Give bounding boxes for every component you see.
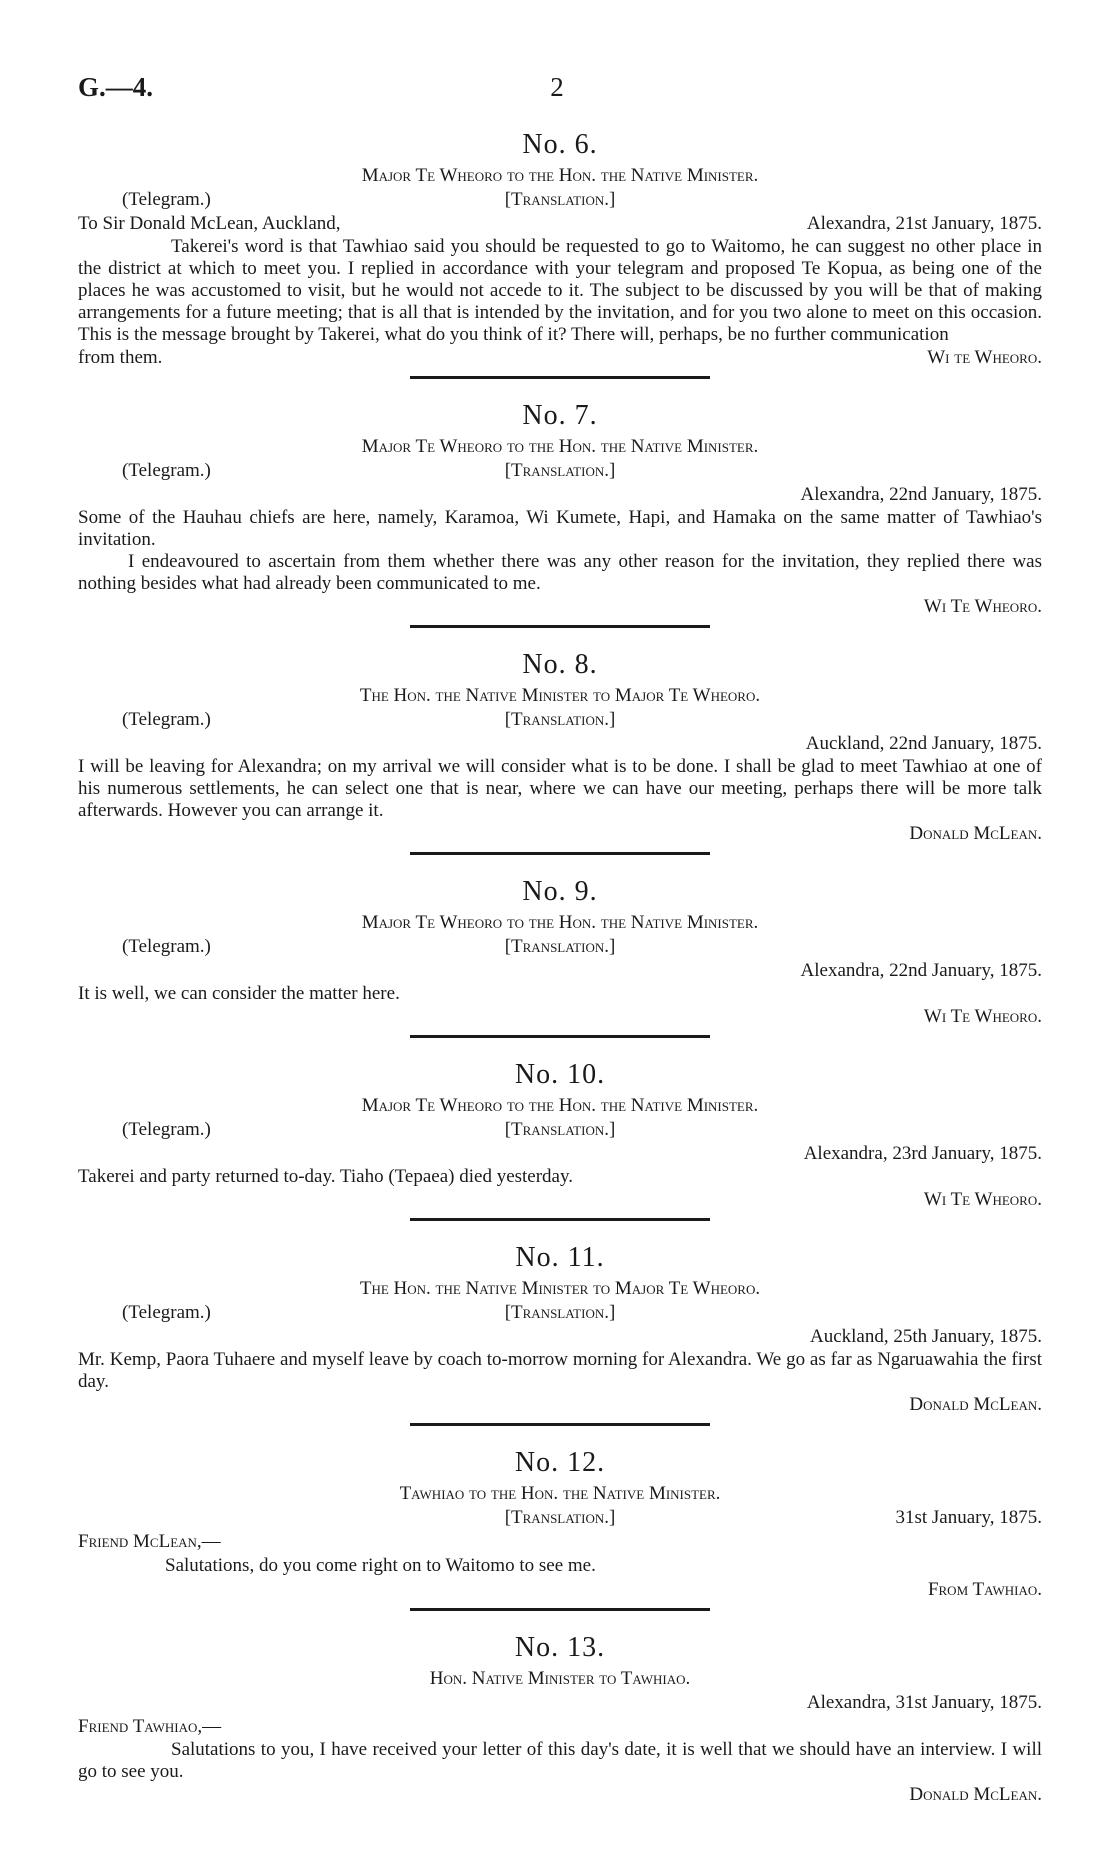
section-divider xyxy=(410,852,710,855)
section-no-12 xyxy=(78,1446,1042,1611)
signature: Wi Te Wheoro. xyxy=(923,596,1042,617)
section-divider xyxy=(410,1608,710,1611)
section-no-6 xyxy=(78,128,1042,379)
section-number: No. 11. xyxy=(515,1242,605,1273)
section-number: No. 10. xyxy=(514,1059,606,1090)
letter-body: Mr. Kemp, Paora Tuhaere and myself leave by coach to-morrow morning for Alexandra. We go as far as Ngaruawahia the first day. xyxy=(78,1349,1042,1392)
translation-label: [Translation.] xyxy=(504,1119,616,1140)
letter-body: It is well, we can consider the matter here. xyxy=(78,983,400,1004)
letter-body: Some of the Hauhau chiefs are here, namely, Karamoa, Wi Kumete, Hapi, and Hamaka on the same matter of Tawhiao's invitation. xyxy=(78,507,1042,550)
translation-label: [Translation.] xyxy=(504,936,616,957)
section-no-10 xyxy=(78,1058,1042,1221)
place-date: Alexandra, 31st January, 1875. xyxy=(806,1692,1042,1713)
translation-label: [Translation.] xyxy=(504,189,616,210)
place-date: Auckland, 25th January, 1875. xyxy=(810,1326,1042,1347)
document-body xyxy=(78,128,1042,1807)
salutation: Friend Tawhiao,— xyxy=(78,1716,222,1737)
section-divider xyxy=(410,1218,710,1221)
place-date: Auckland, 22nd January, 1875. xyxy=(805,733,1042,754)
translation-label: [Translation.] xyxy=(504,1507,616,1528)
signature: Donald McLean. xyxy=(909,1784,1042,1805)
section-no-9 xyxy=(78,875,1042,1038)
page-header xyxy=(0,72,1114,112)
section-no-13 xyxy=(78,1631,1042,1807)
place-date: Alexandra, 22nd January, 1875. xyxy=(800,960,1042,981)
section-no-11 xyxy=(78,1241,1042,1426)
section-divider xyxy=(410,376,710,379)
telegram-label: (Telegram.) xyxy=(122,460,211,481)
telegram-label: (Telegram.) xyxy=(122,709,211,730)
letter-body: Takerei's word is that Tawhiao said you should be requested to go to Waitomo, he can suggest no other place in the district at which to meet you. I replied in accordance with your telegram and proposed Te Kopua, as being one of the places he was accustomed to visit, but he would not accede to it. The subject to be discussed by you will be that of making arrangements for a future meeting; that is all that is intended by the invitation, and for you two alone to meet on this occasion. This is the message brought by Takerei, what do you think of it? There will, perhaps, be no further communication xyxy=(78,236,1042,345)
salutation: Friend McLean,— xyxy=(78,1531,221,1552)
place-date: Alexandra, 23rd January, 1875. xyxy=(803,1143,1042,1164)
section-no-7 xyxy=(78,399,1042,628)
section-number: No. 7. xyxy=(522,400,598,431)
section-subtitle: Tawhiao to the Hon. the Native Minister. xyxy=(399,1483,721,1504)
place-date: Alexandra, 21st January, 1875. xyxy=(806,213,1042,234)
section-no-8 xyxy=(78,648,1042,855)
telegram-label: (Telegram.) xyxy=(122,1119,211,1140)
signature: Wi te Wheoro. xyxy=(927,347,1042,368)
section-number: No. 6. xyxy=(522,129,598,160)
letter-body: Takerei and party returned to-day. Tiaho (Tepaea) died yesterday. xyxy=(78,1166,574,1187)
section-number: No. 8. xyxy=(522,649,598,680)
signature: Donald McLean. xyxy=(909,823,1042,844)
page-number: 2 xyxy=(550,72,564,102)
section-divider xyxy=(410,1423,710,1426)
section-subtitle: Major Te Wheoro to the Hon. the Native Minister. xyxy=(361,912,759,933)
section-subtitle: The Hon. the Native Minister to Major Te Wheoro. xyxy=(359,685,761,706)
letter-date: 31st January, 1875. xyxy=(895,1507,1042,1528)
section-number: No. 13. xyxy=(514,1632,606,1663)
section-subtitle: Major Te Wheoro to the Hon. the Native Minister. xyxy=(361,1095,759,1116)
telegram-label: (Telegram.) xyxy=(122,1302,211,1323)
signature: Wi Te Wheoro. xyxy=(923,1189,1042,1210)
section-number: No. 12. xyxy=(514,1447,606,1478)
section-divider xyxy=(410,1035,710,1038)
letter-body: I will be leaving for Alexandra; on my arrival we will consider what is to be done. I shall be glad to meet Tawhiao at one of his numerous settlements, he can select one that is near, where we can have our meeting, perhaps there will be more talk afterwards. However you can arrange it. xyxy=(78,756,1042,821)
telegram-label: (Telegram.) xyxy=(122,189,211,210)
telegram-label: (Telegram.) xyxy=(122,936,211,957)
section-divider xyxy=(410,625,710,628)
address-line: To Sir Donald McLean, Auckland, xyxy=(78,213,341,234)
signature: From Tawhiao. xyxy=(927,1579,1042,1600)
letter-body: Salutations, do you come right on to Waitomo to see me. xyxy=(165,1555,596,1576)
translation-label: [Translation.] xyxy=(504,709,616,730)
section-subtitle: Hon. Native Minister to Tawhiao. xyxy=(429,1668,691,1689)
translation-label: [Translation.] xyxy=(504,1302,616,1323)
section-number: No. 9. xyxy=(522,876,598,907)
signature: Wi Te Wheoro. xyxy=(923,1006,1042,1027)
place-date: Alexandra, 22nd January, 1875. xyxy=(800,484,1042,505)
letter-body: Salutations to you, I have received your letter of this day's date, it is well that we should have an interview. I will go to see you. xyxy=(78,1739,1042,1782)
translation-label: [Translation.] xyxy=(504,460,616,481)
section-subtitle: The Hon. the Native Minister to Major Te Wheoro. xyxy=(359,1278,761,1299)
section-subtitle: Major Te Wheoro to the Hon. the Native Minister. xyxy=(361,165,759,186)
section-subtitle: Major Te Wheoro to the Hon. the Native Minister. xyxy=(361,436,759,457)
letter-body: I endeavoured to ascertain from them whether there was any other reason for the invitation, they replied there was nothing besides what had already been communicated to me. xyxy=(78,551,1042,594)
letter-body-end: from them. xyxy=(78,347,163,368)
signature: Donald McLean. xyxy=(909,1394,1042,1415)
document-code: G.—4. xyxy=(78,72,154,102)
